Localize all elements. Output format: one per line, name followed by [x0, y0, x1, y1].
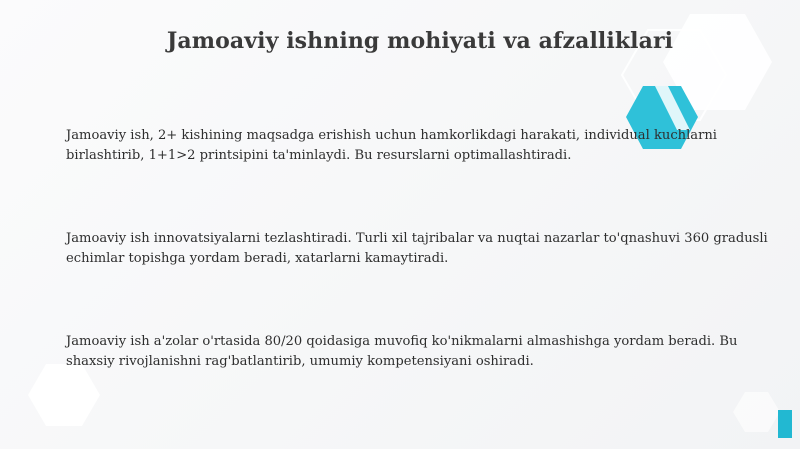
white-hexagon-bottom-left: [28, 364, 100, 426]
accent-bar: [778, 410, 792, 438]
faint-hexagon-bottom-right: [733, 392, 780, 432]
slide-title: Jamoaviy ishning mohiyati va afzalliklari: [166, 28, 674, 54]
paragraph-1: Jamoaviy ish, 2+ kishining maqsadga erishish uchun hamkorlikdagi harakati, individual kuchlarni birlashtirib, 1+1>2 printsipini ta'minlaydi. Bu resurslarni optimallashtiradi.: [66, 128, 717, 163]
paragraph-2: Jamoaviy ish innovatsiyalarni tezlashtiradi. Turli xil tajribalar va nuqtai nazarlar to'qnashuvi 360 gradusli echimlar topishga yordam beradi, xatarlarni kamaytiradi.: [66, 231, 768, 266]
paragraph-3: Jamoaviy ish a'zolar o'rtasida 80/20 qoidasiga muvofiq ko'nikmalarni almashishga yordam beradi. Bu shaxsiy rivojlanishni rag'batlantirib, umumiy kompetensiyani oshiradi.: [66, 334, 738, 369]
